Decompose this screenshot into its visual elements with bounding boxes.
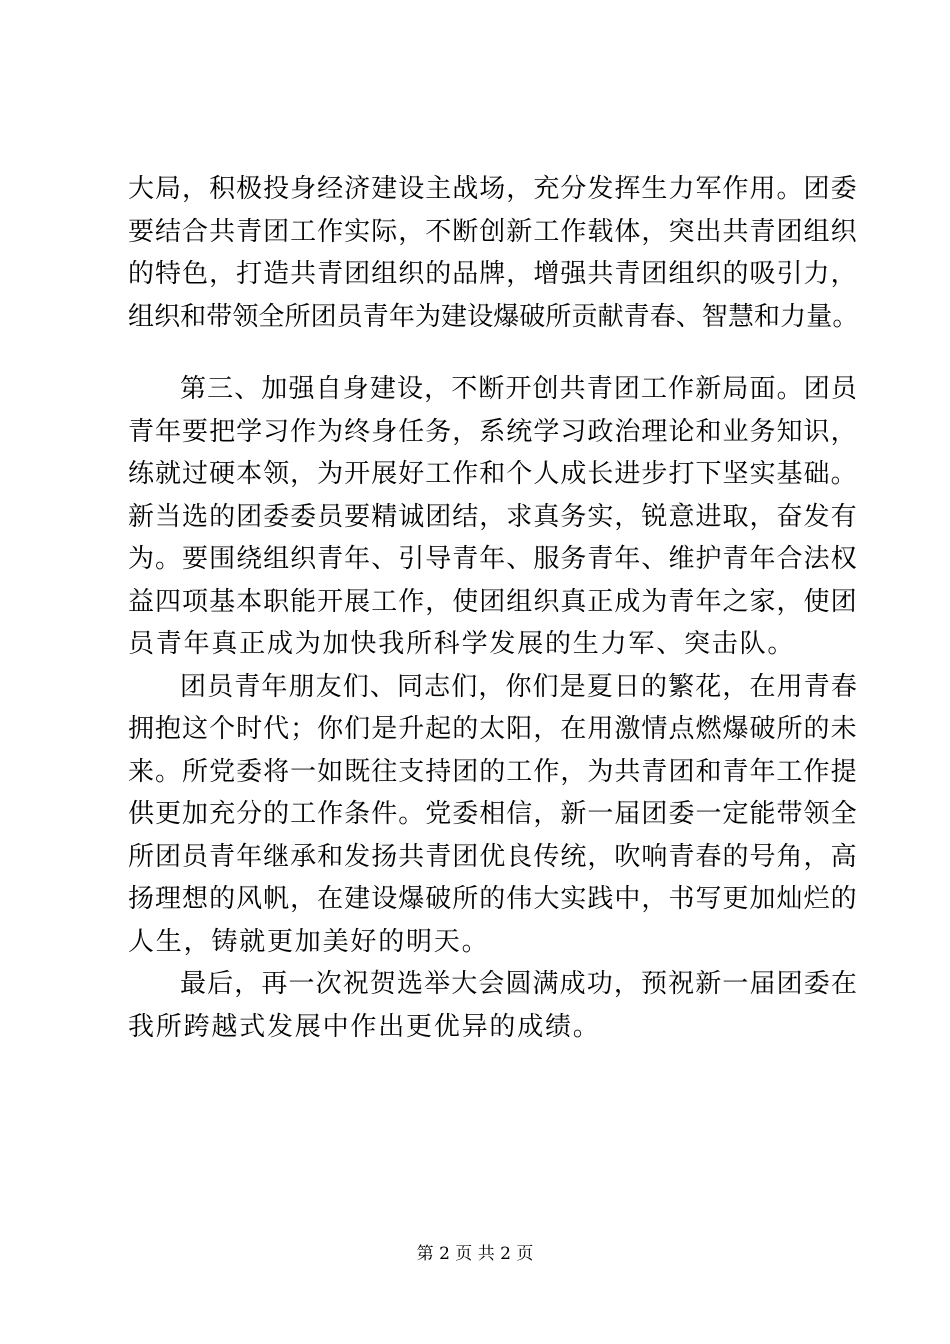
text-line: 供更加充分的工作条件。党委相信，新一届团委一定能带领全 [128,799,858,829]
paragraph [128,666,859,964]
text-line: 益四项基本职能开展工作，使团组织真正成为青年之家，使团 [128,586,858,617]
text-line: 新当选的团委委员要精诚团结，求真务实，锐意进取，奋发有 [128,501,858,532]
page-number-footer: 第 2 页 共 2 页 [416,1244,534,1264]
paragraph-spacer [128,338,848,368]
text-line: 要结合共青团工作实际，不断创新工作载体，突出共青团组织 [128,216,858,247]
text-line: 练就过硬本领，为开展好工作和个人成长进步打下坚实基础。 [128,459,858,489]
text-line: 所团员青年继承和发扬共青团优良传统，吹响青春的号角，高 [128,841,858,872]
text-line: 我所跨越式发展中作出更优异的成绩。 [128,1011,601,1042]
text-line: 大局，积极投身经济建设主战场，充分发挥生力军作用。团委 [128,174,858,204]
document-body [128,168,859,1048]
text-line: 来。所党委将一如既往支持团的工作，为共青团和青年工作提 [128,756,858,787]
text-line: 为。要围绕组织青年、引导青年、服务青年、维护青年合法权 [128,544,858,574]
paragraph [128,168,859,338]
text-line: 人生，铸就更加美好的明天。 [128,926,490,957]
text-line: 员青年真正成为加快我所科学发展的生力军、突击队。 [128,629,796,659]
text-line: 团员青年朋友们、同志们，你们是夏日的繁花，在用青春 [180,671,859,702]
text-line: 组织和带领全所团员青年为建设爆破所贡献青春、智慧和力量。 [128,301,859,332]
text-line: 拥抱这个时代；你们是升起的太阳，在用激情点燃爆破所的未 [128,714,858,744]
paragraph [128,963,859,1048]
text-line: 第三、加强自身建设，不断开创共青团工作新局面。团员 [180,374,859,404]
text-line: 青年要把学习作为终身任务，系统学习政治理论和业务知识， [128,416,858,447]
text-line: 扬理想的风帆，在建设爆破所的伟大实践中，书写更加灿烂的 [128,884,858,914]
text-line: 的特色，打造共青团组织的品牌，增强共青团组织的吸引力， [128,259,858,289]
text-line: 最后，再一次祝贺选举大会圆满成功，预祝新一届团委在 [180,969,859,999]
paragraph [128,368,859,666]
